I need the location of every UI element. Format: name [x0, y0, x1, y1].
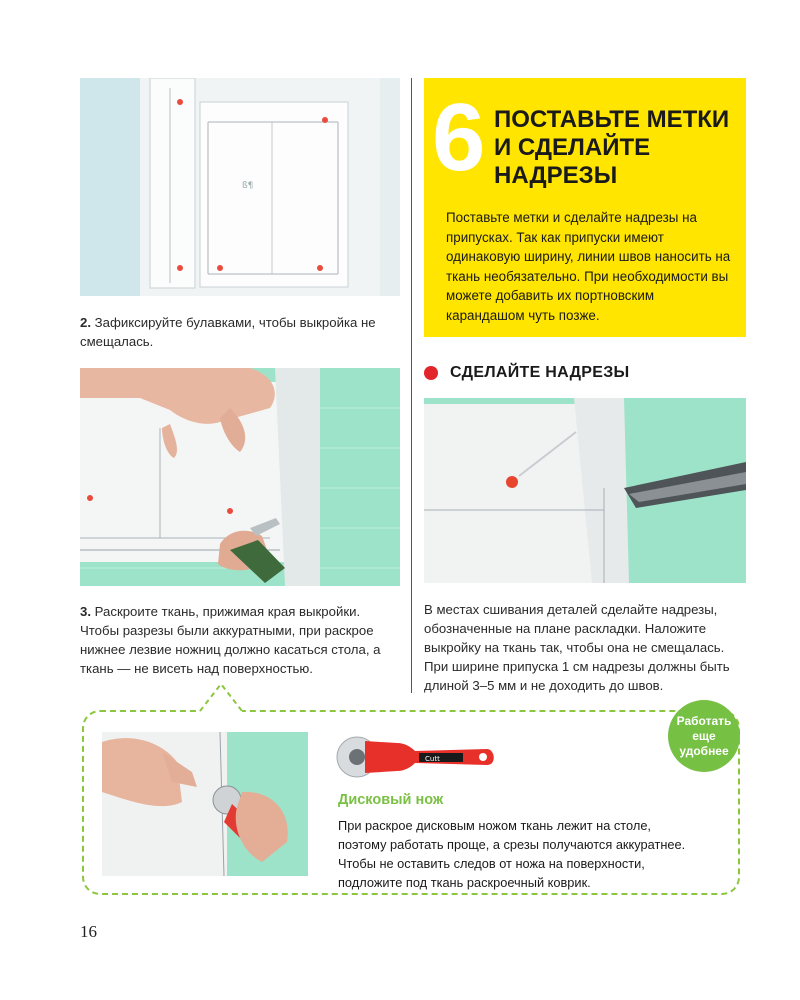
rotary-cutter-icon [335, 733, 497, 781]
section-title: СДЕЛАЙТЕ НАДРЕЗЫ [450, 364, 630, 381]
caption-step-3 [80, 602, 402, 678]
tip-badge-line-3: удобнее [679, 743, 729, 758]
caption-step-3-text: Раскроите ткань, прижимая края выкройки. Чтобы разрезы были аккуратными, при раскрое нижнее лезвие ножниц должно касаться стола, а ткань — не висеть над поверхностью. [80, 604, 381, 676]
photo-notches [424, 398, 746, 583]
tip-badge [668, 700, 740, 772]
caption-step-2-text: Зафиксируйте булавками, чтобы выкройка не смещалась. [80, 315, 376, 349]
step-title: ПОСТАВЬТЕ МЕТКИ И СДЕЛАЙТЕ НАДРЕЗЫ [494, 106, 730, 189]
caption-step-2-number: 2. [80, 315, 91, 330]
caption-step-3-number: 3. [80, 604, 91, 619]
photo-rotary-cutter [102, 732, 308, 876]
tip-title: Дисковый нож [338, 792, 444, 808]
section-heading [424, 364, 630, 382]
section-text-1: В местах сшивания деталей сделайте надрезы, обозначенные на плане раскладки. Наложите выкройку на ткань так, чтобы она не смещалась. [424, 602, 725, 655]
section-text [424, 600, 746, 695]
svg-text:ß¶: ß¶ [242, 181, 254, 191]
step-box [424, 78, 746, 337]
photo-cutting-scissors [80, 368, 400, 586]
section-text-2: При ширине припуска 1 см надрезы должны быть длиной 3–5 мм и не доходить до швов. [424, 659, 730, 693]
step-number: 6 [432, 84, 486, 191]
tip-badge-line-1: Работать [676, 713, 732, 728]
caption-step-2 [80, 313, 400, 351]
page-number: 16 [80, 922, 97, 941]
tip-badge-line-2: еще [692, 728, 716, 743]
red-bullet-icon [424, 366, 438, 380]
column-divider [411, 78, 412, 693]
rotary-cutter-label: Cutt [425, 755, 440, 763]
photo-pinned-pattern [80, 78, 400, 296]
tip-text: При раскрое дисковым ножом ткань лежит на столе, поэтому работать проще, а срезы получаются аккуратнее. Чтобы не оставить следов от ножа на поверхности, подложите под ткань раскроечный коврик. [338, 818, 686, 890]
tip-pointer [198, 681, 244, 712]
step-text: Поставьте метки и сделайте надрезы на припусках. Так как припуски имеют одинаковую ширину, линии швов наносить на ткань необязательно. При необходимости вы можете добавить их портновским карандашом чуть позже. [446, 210, 731, 323]
